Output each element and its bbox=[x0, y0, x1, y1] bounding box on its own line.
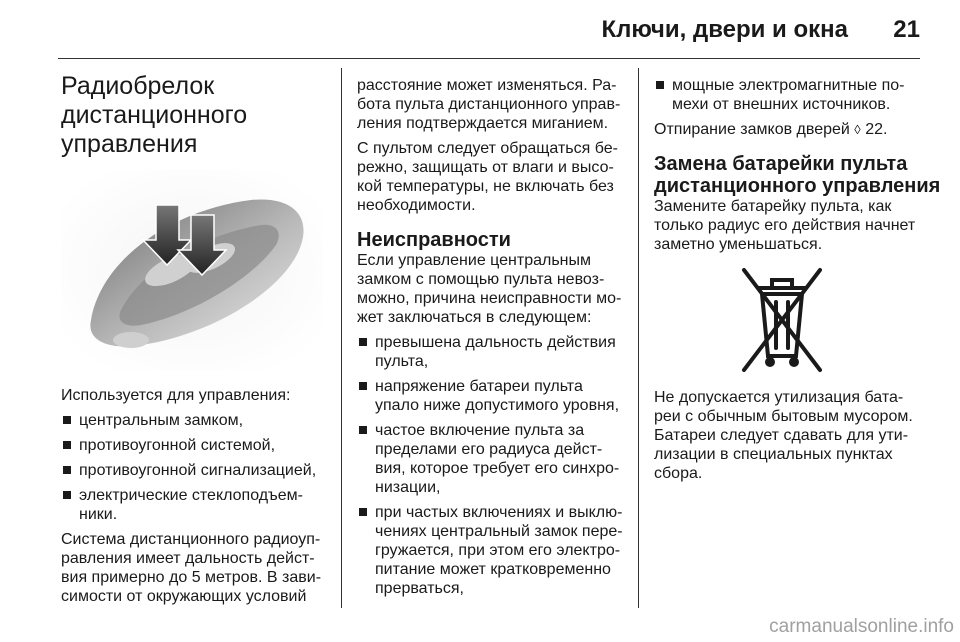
page-reference-icon: ◊ bbox=[854, 122, 861, 137]
list-item: противоугонной сигнализацией, bbox=[61, 461, 346, 480]
key-fob-icon bbox=[61, 170, 323, 370]
bullet-icon bbox=[656, 81, 664, 89]
column-divider-2 bbox=[638, 68, 639, 608]
cross-reference: Отпирание замков дверей ◊ 22. bbox=[654, 121, 888, 138]
usage-list bbox=[61, 411, 346, 524]
bullet-icon bbox=[63, 491, 71, 499]
page-number: 21 bbox=[893, 16, 920, 43]
bullet-icon bbox=[359, 426, 367, 434]
section-heading-battery: Замена батарейки пульта дистанционного управления bbox=[654, 153, 941, 197]
bullet-icon bbox=[63, 466, 71, 474]
list-item: превышена дальность действия пульта, bbox=[357, 333, 637, 371]
recycle-symbol bbox=[654, 264, 929, 382]
paragraph-2: С пультом следует обращаться бе- режно, защищать от влаги и высо- кой температуры, не включать без необходимости. bbox=[357, 140, 618, 214]
list-item: центральным замком, bbox=[61, 411, 346, 430]
bullet-icon bbox=[63, 441, 71, 449]
key-fob-image bbox=[61, 170, 323, 370]
bullet-icon bbox=[359, 382, 367, 390]
bullet-icon bbox=[63, 416, 71, 424]
section-heading-remote: Радиобрелок дистанционного управления bbox=[61, 72, 248, 158]
range-paragraph: Система дистанционного радиоуп- равления имеет дальность дейст- вия примерно до 5 метров. В зави- симости от окружающих условий bbox=[61, 531, 322, 605]
list-item: частое включение пульта за пределами его радиуса дейст- вия, которое требует его синхро- низации, bbox=[357, 421, 637, 497]
bullet-icon bbox=[359, 508, 367, 516]
disposal-paragraph: Не допускается утилизация бата- реи с обычным бытовым мусором. Батареи следует сдавать для ути- лизации в специальных пунктах сбора. bbox=[654, 389, 913, 482]
intro-text: Используется для управления: bbox=[61, 387, 291, 404]
interference-list bbox=[654, 76, 929, 114]
list-item: противоугонной системой, bbox=[61, 436, 346, 455]
crossed-bin-icon bbox=[736, 264, 828, 376]
page-header bbox=[0, 0, 960, 56]
chapter-title: Ключи, двери и окна bbox=[601, 16, 848, 43]
section-heading-malfunctions: Неисправности bbox=[357, 229, 511, 251]
list-item: при частых включениях и выклю- чениях центральный замок пере- гружается, при этом его электро- питание может кратковременно прерваться, bbox=[357, 503, 637, 598]
header-divider bbox=[58, 58, 920, 59]
bullet-icon bbox=[359, 338, 367, 346]
malfunction-intro: Если управление центральным замком с помощью пульта невоз- можно, причина неисправности мо- жет заключаться в следующем: bbox=[357, 252, 622, 326]
list-item: электрические стеклоподъем- ники. bbox=[61, 486, 346, 524]
paragraph-1: расстояние может изменяться. Ра- бота пульта дистанционного управ- ления подтверждается миганием. bbox=[357, 77, 621, 132]
watermark: carmanualsonline.info bbox=[769, 616, 954, 637]
list-item: напряжение батареи пульта упало ниже допустимого уровня, bbox=[357, 377, 637, 415]
malfunction-list bbox=[357, 333, 637, 598]
reference-link[interactable]: 22. bbox=[865, 121, 888, 138]
battery-paragraph: Замените батарейку пульта, как только радиус его действия начнет заметно уменьшаться. bbox=[654, 198, 916, 253]
list-item: мощные электромагнитные по- мехи от внешних источников. bbox=[654, 76, 929, 114]
